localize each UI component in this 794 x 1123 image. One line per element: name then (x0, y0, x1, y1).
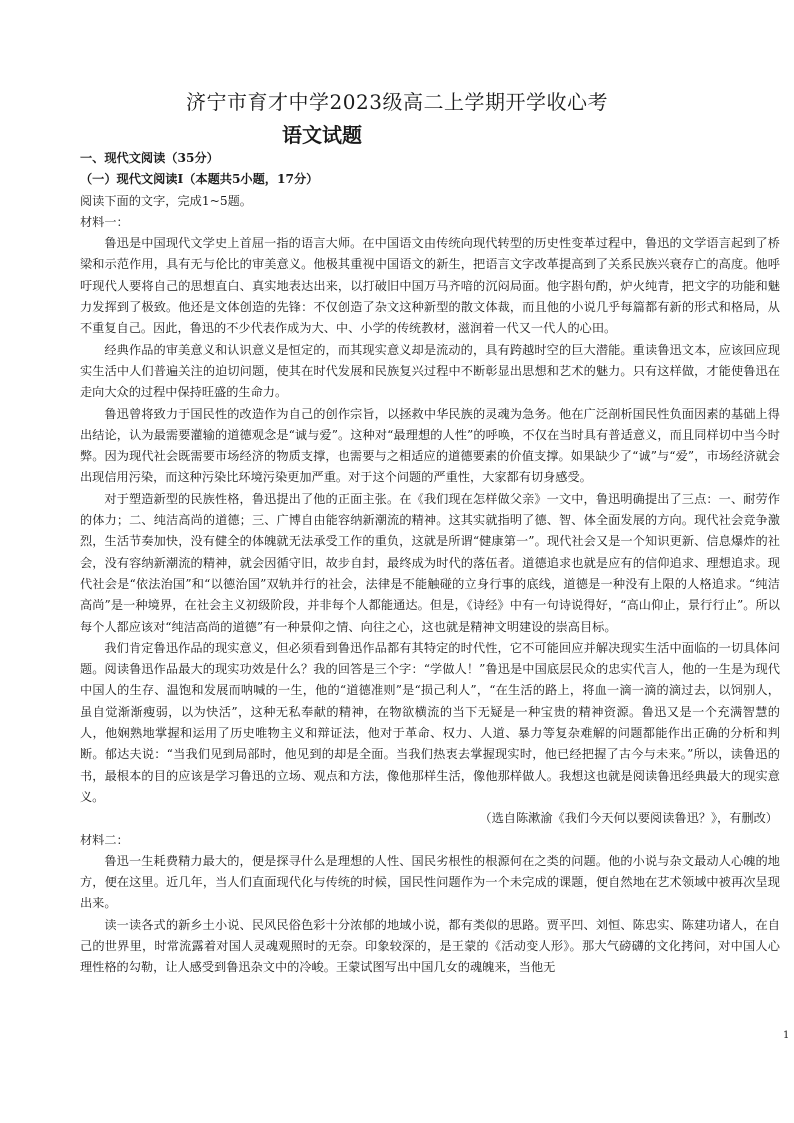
material-1-paragraph: 对于塑造新型的民族性格，鲁迅提出了他的正面主张。在《我们现在怎样做父亲》一文中，鲁迅明确提出了三点：一、耐劳作的体力；二、纯洁高尚的道德；三、广博自由能容纳新潮流的精神。这其实就指明了德、智、体全面发展的方向。现代社会竞争激烈，生活节奏加快，没有健全的体魄就无法承受工作的重负，这就是所谓“健康第一”。现代社会又是一个知识更新、信息爆炸的社会，没有容纳新潮流的精神，就会因循守旧，故步自封，最终成为时代的落伍者。道德追求也就是应有的信仰追求、理想追求。现代社会是“依法治国”和“以德治国”双轨并行的社会，法律是不能触碰的立身行事的底线，道德是一种没有上限的人格追求。“纯洁高尚”是一种境界，在社会主义初级阶段，并非每个人都能通达。但是，《诗经》中有一句诗说得好，“高山仰止，景行行止”。所以每个人都应该对“纯洁高尚的道德”有一种景仰之情、向往之心，这也就是精神文明建设的崇高目标。 (80, 491, 780, 634)
material-2-label: 材料二： (80, 832, 129, 847)
exam-title: 济宁市育才中学2023级高二上学期开学收心考 (186, 90, 608, 114)
material-1-source: （选自陈漱渝《我们今天何以要阅读鲁迅？》，有删改） (479, 811, 778, 826)
material-2-paragraph: 鲁迅一生耗费精力最大的，便是探寻什么是理想的人性、国民劣根性的根源何在之类的问题。他的小说与杂文最动人心魄的地方，便在这里。近几年，当人们直面现代化与传统的时候，国民性问题作为一个未完成的课题，便自然地在艺术领域中被再次呈现出来。 (80, 853, 780, 911)
material-1-paragraph: 我们肯定鲁迅作品的现实意义，但必须看到鲁迅作品都有其特定的时代性，它不可能回应并解决现实生活中面临的一切具体问题。阅读鲁迅作品最大的现实功效是什么？我的回答是三个字：“学做人！”鲁迅是中国底层民众的忠实代言人，他的一生是为现代中国人的生存、温饱和发展而呐喊的一生，他的“道德准则”是“损己利人”，“在生活的路上，将血一滴一滴的滴过去，以饲别人，虽自觉渐渐瘦弱，以为快活”，这种无私奉献的精神，在物欲横流的当下无疑是一种宝贵的精神资源。鲁迅又是一个充满智慧的人，他娴熟地掌握和运用了历史唯物主义和辩证法，他对于革命、权力、人道、暴力等复杂难解的问题都能作出正确的分析和判断。郁达夫说：“当我们见到局部时，他见到的却是全面。当我们热衷去掌握现实时，他已经把握了古今与未来。”所以，读鲁迅的书，最根本的目的应该是学习鲁迅的立场、观点和方法，像他那样生活，像他那样做人。我想这也就是阅读鲁迅经典最大的现实意义。 (80, 640, 780, 804)
section-heading: 一、现代文阅读（35分） (80, 151, 219, 165)
material-1-paragraph: 经典作品的审美意义和认识意义是恒定的，而其现实意义却是流动的，具有跨越时空的巨大潜能。重读鲁迅文本，应该回应现实生活中人们普遍关注的迫切问题，使其在时代发展和民族复兴过程中不断彰显出思想和艺术的魅力。只有这样做，才能使鲁迅在走向大众的过程中保持旺盛的生命力。 (80, 342, 780, 400)
reading-instruction: 阅读下面的文字，完成1~5题。 (80, 193, 252, 208)
exam-subtitle: 语文试题 (282, 123, 362, 147)
material-2-paragraph: 读一读各式的新乡土小说、民风民俗色彩十分浓郁的地域小说，都有类似的思路。贾平凹、刘恒、陈忠实、陈建功诸人，在自己的世界里，时常流露着对国人灵魂观照时的无奈。印象较深的，是王蒙的《活动变人形》。那大气磅礴的文化拷问，对中国人心理性格的勾勒，让人感受到鲁迅杂文中的冷峻。王蒙试图写出中国几女的魂魄来，当他无 (80, 917, 780, 975)
section-subheading: （一）现代文阅读Ⅰ（本题共5小题，17分） (80, 172, 319, 187)
material-1-paragraph: 鲁迅曾将致力于国民性的改造作为自己的创作宗旨，以拯救中华民族的灵魂为急务。他在广泛剖析国民性负面因素的基础上得出结论，认为最需要灌输的道德观念是“诚与爱”。这种对“最理想的人性”的呼唤，不仅在当时具有普适意义，而且同样切中当今时弊。因为现代社会既需要市场经济的物质支撑，也需要与之相适应的道德要素的价值支撑。如果缺少了“诚”与“爱”，市场经济就会出现信用污染，而这种污染比环境污染更加严重。对于这个问题的严重性，大家都有切身感受。 (80, 406, 780, 485)
material-1-paragraph: 鲁迅是中国现代文学史上首屈一指的语言大师。在中国语文由传统向现代转型的历史性变革过程中，鲁迅的文学语言起到了桥梁和示范作用，具有无与伦比的审美意义。他极其重视中国语文的新生，把语言文字改革提高到了关系民族兴衰存亡的高度。他呼吁现代人要将自己的思想直白、真实地表达出来，以打破旧中国万马齐喑的沉闷局面。他字斟句酌，炉火纯青，把文字的功能和魅力发挥到了极致。他还是文体创造的先锋：不仅创造了杂文这种新型的散文体裁，而且他的小说几乎每篇都有新的形式和格局，从不重复自己。因此，鲁迅的不少代表作成为大、中、小学的传统教材，滋润着一代又一代人的心田。 (80, 236, 780, 336)
page-number: 1 (783, 1030, 790, 1041)
material-1-label: 材料一： (80, 214, 129, 229)
exam-content (80, 148, 780, 979)
